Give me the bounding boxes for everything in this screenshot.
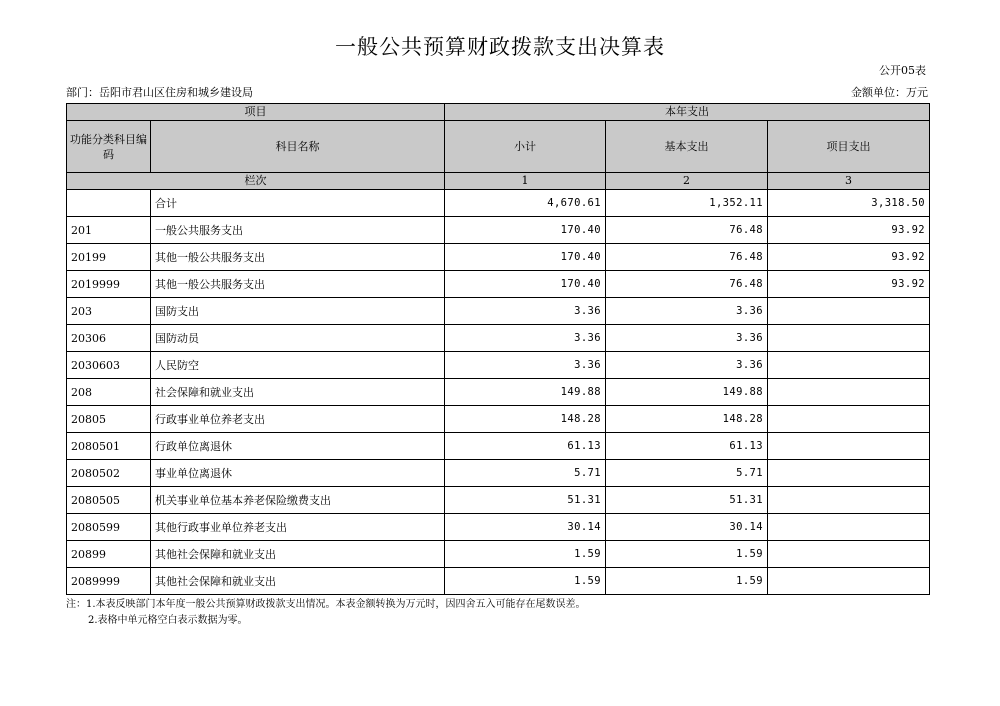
cell-basic: 1,352.11 [606,190,768,217]
cell-subtotal: 170.40 [445,271,606,298]
cell-basic: 1.59 [606,541,768,568]
cell-name: 其他一般公共服务支出 [151,244,445,271]
cell-basic: 3.36 [606,298,768,325]
footnotes [66,597,586,629]
header-subject-name: 科目名称 [151,121,445,173]
cell-subtotal: 170.40 [445,244,606,271]
table-row [67,406,930,433]
cell-subtotal: 170.40 [445,217,606,244]
cell-name: 人民防空 [151,352,445,379]
cell-code: 203 [67,298,151,325]
table-row [67,298,930,325]
cell-code: 201 [67,217,151,244]
cell-code: 20805 [67,406,151,433]
cell-basic: 76.48 [606,244,768,271]
cell-subtotal: 1.59 [445,568,606,595]
cell-project [768,298,930,325]
cell-project [768,352,930,379]
table-row [67,487,930,514]
table-row [67,433,930,460]
cell-name: 国防支出 [151,298,445,325]
cell-project [768,406,930,433]
cell-project [768,379,930,406]
cell-subtotal: 1.59 [445,541,606,568]
cell-basic: 149.88 [606,379,768,406]
header-subtotal: 小计 [445,121,606,173]
table-row [67,460,930,487]
cell-basic: 61.13 [606,433,768,460]
cell-project [768,541,930,568]
cell-subtotal: 61.13 [445,433,606,460]
cell-project [768,487,930,514]
department-label: 部门：岳阳市君山区住房和城乡建设局 [66,86,253,99]
amount-unit-label: 金额单位：万元 [851,86,928,99]
cell-basic: 3.36 [606,352,768,379]
cell-subtotal: 3.36 [445,352,606,379]
footnote-1: 注：1.本表反映部门本年度一般公共预算财政拨款支出情况。本表金额转换为万元时，因四舍五入可能存在尾数误差。 [66,599,586,610]
cell-project: 93.92 [768,271,930,298]
form-number: 公开05表 [879,64,926,77]
header-row-groups [67,104,930,121]
cell-project [768,514,930,541]
header-func-code: 功能分类科目编码 [67,121,151,173]
cell-project: 93.92 [768,244,930,271]
table-row [67,190,930,217]
cell-code: 20306 [67,325,151,352]
cell-code: 2030603 [67,352,151,379]
footnote-2: 2.表格中单元格空白表示数据为零。 [88,615,248,626]
table-row [67,244,930,271]
cell-code: 2019999 [67,271,151,298]
cell-name: 行政事业单位养老支出 [151,406,445,433]
cell-name: 其他一般公共服务支出 [151,271,445,298]
cell-basic: 3.36 [606,325,768,352]
cell-code: 2089999 [67,568,151,595]
table-row [67,271,930,298]
cell-basic: 30.14 [606,514,768,541]
cell-project [768,568,930,595]
table-row [67,217,930,244]
cell-basic: 148.28 [606,406,768,433]
table-row [67,325,930,352]
cell-code: 20899 [67,541,151,568]
header-current-year: 本年支出 [445,104,930,121]
header-column-no: 栏次 [67,173,445,190]
cell-name: 其他社会保障和就业支出 [151,568,445,595]
cell-basic: 76.48 [606,271,768,298]
cell-subtotal: 3.36 [445,325,606,352]
header-col-2: 2 [606,173,768,190]
cell-basic: 5.71 [606,460,768,487]
header-row-columns [67,121,930,173]
cell-name: 国防动员 [151,325,445,352]
table-body [67,190,930,595]
cell-name: 事业单位离退休 [151,460,445,487]
cell-basic: 76.48 [606,217,768,244]
table-row [67,541,930,568]
header-basic: 基本支出 [606,121,768,173]
cell-code: 2080505 [67,487,151,514]
cell-name: 其他社会保障和就业支出 [151,541,445,568]
cell-subtotal: 149.88 [445,379,606,406]
cell-code: 2080599 [67,514,151,541]
cell-subtotal: 5.71 [445,460,606,487]
cell-code: 2080502 [67,460,151,487]
table-row [67,514,930,541]
cell-subtotal: 30.14 [445,514,606,541]
cell-subtotal: 3.36 [445,298,606,325]
cell-name: 合计 [151,190,445,217]
cell-name: 机关事业单位基本养老保险缴费支出 [151,487,445,514]
cell-basic: 51.31 [606,487,768,514]
header-item: 项目 [67,104,445,121]
header-project: 项目支出 [768,121,930,173]
table-row [67,379,930,406]
cell-basic: 1.59 [606,568,768,595]
header-col-1: 1 [445,173,606,190]
cell-code [67,190,151,217]
table-row [67,568,930,595]
cell-project [768,460,930,487]
cell-project [768,433,930,460]
table-row [67,352,930,379]
cell-subtotal: 51.31 [445,487,606,514]
cell-name: 社会保障和就业支出 [151,379,445,406]
cell-project: 93.92 [768,217,930,244]
cell-code: 2080501 [67,433,151,460]
header-row-column-numbers [67,173,930,190]
header-col-3: 3 [768,173,930,190]
cell-name: 其他行政事业单位养老支出 [151,514,445,541]
cell-name: 一般公共服务支出 [151,217,445,244]
page-title: 一般公共预算财政拨款支出决算表 [335,35,665,59]
cell-code: 20199 [67,244,151,271]
cell-subtotal: 148.28 [445,406,606,433]
expenditure-table [66,103,930,595]
cell-project: 3,318.50 [768,190,930,217]
cell-code: 208 [67,379,151,406]
cell-project [768,325,930,352]
cell-subtotal: 4,670.61 [445,190,606,217]
cell-name: 行政单位离退休 [151,433,445,460]
